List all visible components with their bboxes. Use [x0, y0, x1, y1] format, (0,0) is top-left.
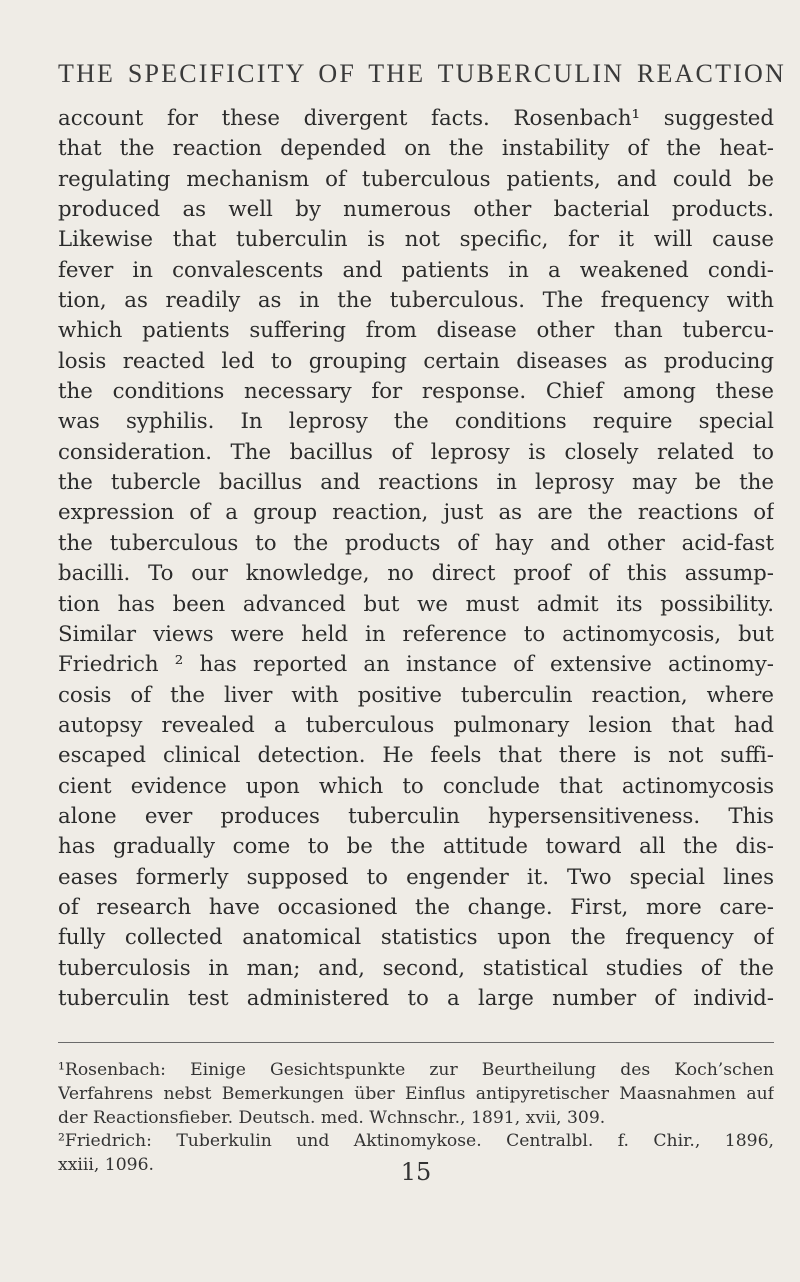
body-paragraph — [58, 104, 774, 1014]
body-line: tion has been advanced but we must admit its possibility. — [58, 591, 774, 617]
footnote-line: Verfahrens nebst Bemerkungen über Einflus antipyretischer Maasnahmen auf — [58, 1083, 774, 1104]
body-line: has gradually come to be the attitude toward all the dis- — [58, 834, 774, 860]
body-line: tuberculosis in man; and, second, statistical studies of the — [58, 955, 774, 981]
body-line: Likewise that tuberculin is not specific, for it will cause — [58, 227, 774, 253]
body-line: Friedrich ² has reported an instance of extensive actinomy- — [58, 652, 774, 678]
body-line: was syphilis. In leprosy the conditions require special — [58, 409, 774, 435]
body-line: escaped clinical detection. He feels that there is not suffi- — [58, 743, 774, 769]
body-line: Similar views were held in reference to actinomycosis, but — [58, 621, 774, 647]
body-line: bacilli. To our knowledge, no direct proof of this assump- — [58, 561, 774, 587]
body-line: tuberculin test administered to a large number of individ- — [58, 985, 774, 1011]
body-line: of research have occasioned the change. First, more care- — [58, 894, 774, 920]
running-head: THE SPECIFICITY OF THE TUBERCULIN REACTION — [58, 59, 786, 88]
body-line: account for these divergent facts. Rosenbach¹ suggested — [58, 106, 774, 131]
body-line: alone ever produces tuberculin hypersensitiveness. This — [58, 803, 774, 829]
body-line: eases formerly supposed to engender it. Two special lines — [58, 864, 774, 890]
book-page — [58, 58, 786, 1258]
body-line: regulating mechanism of tuberculous patients, and could be — [58, 166, 774, 192]
body-line: the tuberculous to the products of hay and other acid-fast — [58, 530, 774, 556]
footnote-line: ¹Rosenbach: Einige Gesichtspunkte zur Beurtheilung des Koch’schen — [58, 1060, 774, 1081]
body-line: autopsy revealed a tuberculous pulmonary lesion that had — [58, 712, 774, 738]
body-line: cient evidence upon which to conclude that actinomycosis — [58, 773, 774, 799]
body-line: consideration. The bacillus of leprosy is closely related to — [58, 439, 774, 465]
body-line: losis reacted led to grouping certain diseases as producing — [58, 348, 774, 374]
body-line: fever in convalescents and patients in a weakened condi- — [58, 257, 774, 283]
body-line: tion, as readily as in the tuberculous. The frequency with — [58, 288, 774, 314]
body-line: produced as well by numerous other bacterial products. — [58, 197, 774, 223]
page-number: 15 — [400, 1158, 432, 1186]
body-line: that the reaction depended on the instability of the heat- — [58, 136, 774, 162]
footnote-line: ²Friedrich: Tuberkulin und Aktinomykose. Centralbl. f. Chir., 1896, — [58, 1131, 774, 1152]
body-line: expression of a group reaction, just as are the reactions of — [58, 500, 774, 526]
footnote-line: xxiii, 1096. — [58, 1154, 155, 1175]
body-line: the conditions necessary for response. Chief among these — [58, 379, 774, 405]
body-line: the tubercle bacillus and reactions in leprosy may be the — [58, 470, 774, 496]
footnote-line: der Reactionsfieber. Deutsch. med. Wchnschr., 1891, xvii, 309. — [58, 1107, 606, 1128]
footnote-divider — [58, 1042, 774, 1043]
body-line: which patients suffering from disease other than tubercu- — [58, 318, 774, 344]
body-line: fully collected anatomical statistics upon the frequency of — [58, 925, 774, 951]
body-line: cosis of the liver with positive tuberculin reaction, where — [58, 682, 774, 708]
